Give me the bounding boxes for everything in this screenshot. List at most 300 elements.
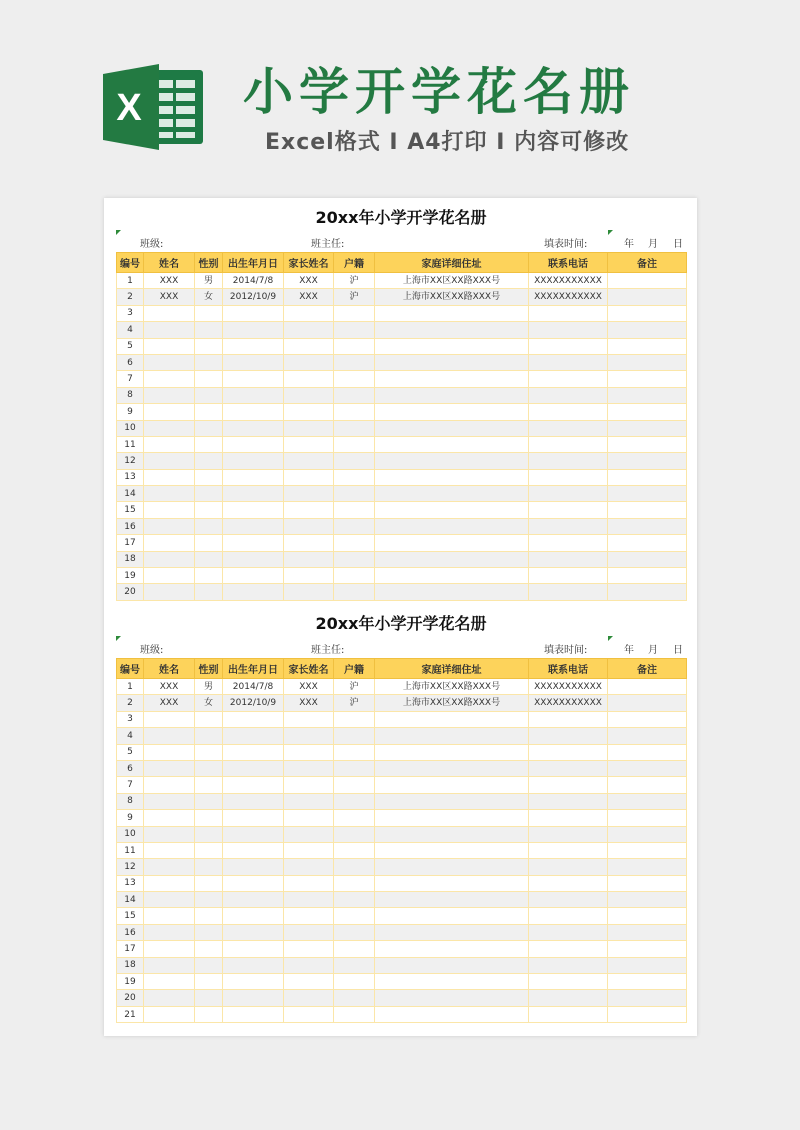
table-cell[interactable] — [144, 338, 195, 354]
table-cell[interactable] — [144, 892, 195, 908]
table-cell[interactable] — [144, 974, 195, 990]
table-cell[interactable]: 17 — [117, 941, 144, 957]
table-cell[interactable] — [223, 453, 284, 469]
table-cell[interactable] — [529, 760, 608, 776]
table-cell[interactable] — [375, 777, 529, 793]
table-cell[interactable]: 沪 — [334, 273, 375, 289]
table-cell[interactable] — [608, 695, 687, 711]
table-cell[interactable] — [144, 551, 195, 567]
table-cell[interactable] — [195, 826, 223, 842]
table-cell[interactable] — [144, 908, 195, 924]
table-cell[interactable] — [284, 387, 334, 403]
table-cell[interactable] — [334, 826, 375, 842]
table-cell[interactable] — [608, 551, 687, 567]
table-cell[interactable] — [375, 469, 529, 485]
table-cell[interactable] — [284, 535, 334, 551]
table-cell[interactable] — [144, 826, 195, 842]
table-cell[interactable] — [223, 711, 284, 727]
table-cell[interactable] — [223, 875, 284, 891]
table-cell[interactable] — [529, 810, 608, 826]
table-cell[interactable]: 3 — [117, 711, 144, 727]
table-cell[interactable] — [375, 518, 529, 534]
table-cell[interactable] — [608, 810, 687, 826]
table-cell[interactable] — [223, 371, 284, 387]
table-cell[interactable]: 4 — [117, 728, 144, 744]
table-cell[interactable]: 13 — [117, 875, 144, 891]
table-cell[interactable] — [608, 957, 687, 973]
table-cell[interactable] — [529, 924, 608, 940]
table-cell[interactable]: 3 — [117, 305, 144, 321]
table-cell[interactable] — [375, 420, 529, 436]
table-cell[interactable] — [223, 354, 284, 370]
table-cell[interactable] — [223, 486, 284, 502]
table-cell[interactable] — [195, 924, 223, 940]
table-cell[interactable] — [195, 551, 223, 567]
table-cell[interactable] — [529, 338, 608, 354]
table-cell[interactable] — [195, 535, 223, 551]
table-cell[interactable]: 2 — [117, 289, 144, 305]
table-cell[interactable]: 上海市XX区XX路XXX号 — [375, 273, 529, 289]
table-cell[interactable] — [284, 892, 334, 908]
table-cell[interactable]: 沪 — [334, 289, 375, 305]
table-cell[interactable] — [608, 924, 687, 940]
table-cell[interactable] — [608, 502, 687, 518]
table-cell[interactable] — [608, 584, 687, 600]
table-cell[interactable] — [284, 322, 334, 338]
table-cell[interactable] — [195, 338, 223, 354]
table-cell[interactable] — [334, 371, 375, 387]
table-cell[interactable] — [195, 908, 223, 924]
table-cell[interactable]: 2012/10/9 — [223, 289, 284, 305]
table-cell[interactable] — [144, 728, 195, 744]
table-cell[interactable] — [223, 469, 284, 485]
table-cell[interactable] — [375, 371, 529, 387]
table-cell[interactable] — [284, 420, 334, 436]
table-cell[interactable] — [144, 875, 195, 891]
table-cell[interactable] — [223, 420, 284, 436]
table-cell[interactable] — [529, 453, 608, 469]
table-cell[interactable] — [334, 744, 375, 760]
table-cell[interactable] — [284, 551, 334, 567]
table-cell[interactable]: XXXXXXXXXXX — [529, 679, 608, 695]
table-cell[interactable] — [144, 469, 195, 485]
table-cell[interactable] — [608, 744, 687, 760]
table-cell[interactable] — [195, 990, 223, 1006]
table-cell[interactable] — [375, 305, 529, 321]
table-cell[interactable] — [284, 354, 334, 370]
table-cell[interactable]: 2012/10/9 — [223, 695, 284, 711]
table-cell[interactable] — [223, 760, 284, 776]
table-cell[interactable] — [608, 273, 687, 289]
table-cell[interactable]: 7 — [117, 777, 144, 793]
table-cell[interactable] — [608, 793, 687, 809]
table-cell[interactable] — [223, 957, 284, 973]
table-cell[interactable]: XXXXXXXXXXX — [529, 695, 608, 711]
table-cell[interactable] — [608, 990, 687, 1006]
table-cell[interactable] — [334, 486, 375, 502]
table-cell[interactable] — [529, 842, 608, 858]
table-cell[interactable]: 17 — [117, 535, 144, 551]
table-cell[interactable] — [334, 453, 375, 469]
table-cell[interactable] — [375, 793, 529, 809]
table-cell[interactable] — [529, 584, 608, 600]
table-cell[interactable] — [195, 322, 223, 338]
table-cell[interactable] — [334, 990, 375, 1006]
table-cell[interactable] — [144, 744, 195, 760]
table-cell[interactable] — [195, 453, 223, 469]
table-cell[interactable] — [144, 387, 195, 403]
table-cell[interactable]: 10 — [117, 826, 144, 842]
table-cell[interactable] — [608, 1006, 687, 1022]
table-cell[interactable] — [529, 728, 608, 744]
table-cell[interactable] — [608, 974, 687, 990]
table-cell[interactable]: XXX — [284, 289, 334, 305]
table-cell[interactable] — [334, 908, 375, 924]
table-cell[interactable] — [284, 568, 334, 584]
table-cell[interactable]: 1 — [117, 273, 144, 289]
table-cell[interactable] — [223, 568, 284, 584]
table-cell[interactable] — [195, 744, 223, 760]
table-cell[interactable]: 男 — [195, 679, 223, 695]
table-cell[interactable]: 女 — [195, 695, 223, 711]
table-cell[interactable] — [284, 502, 334, 518]
table-cell[interactable]: 15 — [117, 502, 144, 518]
table-cell[interactable]: 9 — [117, 404, 144, 420]
table-cell[interactable] — [375, 568, 529, 584]
table-cell[interactable] — [284, 760, 334, 776]
table-cell[interactable] — [284, 941, 334, 957]
table-cell[interactable]: 15 — [117, 908, 144, 924]
table-cell[interactable] — [529, 744, 608, 760]
table-cell[interactable] — [334, 760, 375, 776]
table-cell[interactable] — [195, 892, 223, 908]
table-cell[interactable] — [195, 842, 223, 858]
table-cell[interactable] — [375, 453, 529, 469]
table-cell[interactable] — [144, 354, 195, 370]
table-cell[interactable] — [608, 908, 687, 924]
table-cell[interactable]: 沪 — [334, 679, 375, 695]
table-cell[interactable] — [375, 728, 529, 744]
table-cell[interactable] — [144, 1006, 195, 1022]
table-cell[interactable] — [608, 679, 687, 695]
table-cell[interactable] — [223, 436, 284, 452]
table-cell[interactable]: 20 — [117, 990, 144, 1006]
table-cell[interactable]: XXX — [144, 679, 195, 695]
table-cell[interactable] — [144, 322, 195, 338]
table-cell[interactable] — [375, 826, 529, 842]
table-cell[interactable] — [334, 436, 375, 452]
table-cell[interactable] — [529, 990, 608, 1006]
table-cell[interactable] — [195, 859, 223, 875]
table-cell[interactable] — [195, 957, 223, 973]
table-cell[interactable] — [334, 875, 375, 891]
table-cell[interactable] — [529, 892, 608, 908]
table-cell[interactable] — [375, 535, 529, 551]
table-cell[interactable] — [529, 826, 608, 842]
table-cell[interactable]: 13 — [117, 469, 144, 485]
table-cell[interactable] — [284, 371, 334, 387]
table-cell[interactable] — [223, 322, 284, 338]
table-cell[interactable] — [375, 1006, 529, 1022]
table-cell[interactable] — [334, 535, 375, 551]
table-cell[interactable] — [375, 875, 529, 891]
table-cell[interactable] — [334, 322, 375, 338]
table-cell[interactable] — [195, 1006, 223, 1022]
table-cell[interactable] — [284, 728, 334, 744]
table-cell[interactable] — [529, 518, 608, 534]
table-cell[interactable]: 8 — [117, 793, 144, 809]
table-cell[interactable] — [223, 810, 284, 826]
table-cell[interactable]: XXX — [144, 695, 195, 711]
table-cell[interactable] — [608, 518, 687, 534]
table-cell[interactable] — [375, 584, 529, 600]
table-cell[interactable] — [375, 974, 529, 990]
table-cell[interactable] — [223, 990, 284, 1006]
table-cell[interactable] — [284, 518, 334, 534]
table-cell[interactable] — [223, 974, 284, 990]
table-cell[interactable] — [195, 354, 223, 370]
table-cell[interactable] — [144, 584, 195, 600]
table-cell[interactable] — [608, 568, 687, 584]
table-cell[interactable] — [334, 1006, 375, 1022]
table-cell[interactable]: 9 — [117, 810, 144, 826]
table-cell[interactable] — [334, 777, 375, 793]
table-cell[interactable] — [223, 826, 284, 842]
table-cell[interactable] — [195, 760, 223, 776]
table-cell[interactable] — [608, 875, 687, 891]
table-cell[interactable]: 19 — [117, 974, 144, 990]
table-cell[interactable] — [284, 584, 334, 600]
table-cell[interactable] — [608, 760, 687, 776]
table-cell[interactable] — [334, 338, 375, 354]
table-cell[interactable]: XXX — [144, 273, 195, 289]
table-cell[interactable] — [284, 957, 334, 973]
table-cell[interactable] — [195, 469, 223, 485]
table-cell[interactable]: 5 — [117, 338, 144, 354]
table-cell[interactable] — [144, 436, 195, 452]
table-cell[interactable] — [144, 420, 195, 436]
table-cell[interactable] — [195, 974, 223, 990]
table-cell[interactable] — [529, 974, 608, 990]
table-cell[interactable] — [608, 535, 687, 551]
table-cell[interactable] — [529, 486, 608, 502]
table-cell[interactable] — [529, 711, 608, 727]
table-cell[interactable] — [608, 354, 687, 370]
table-cell[interactable] — [608, 826, 687, 842]
table-cell[interactable] — [223, 892, 284, 908]
table-cell[interactable] — [608, 305, 687, 321]
table-cell[interactable] — [223, 518, 284, 534]
table-cell[interactable]: 12 — [117, 453, 144, 469]
table-cell[interactable] — [195, 728, 223, 744]
table-cell[interactable] — [284, 1006, 334, 1022]
table-cell[interactable] — [144, 842, 195, 858]
table-cell[interactable] — [284, 486, 334, 502]
table-cell[interactable] — [375, 908, 529, 924]
table-cell[interactable] — [334, 518, 375, 534]
table-cell[interactable] — [529, 908, 608, 924]
table-cell[interactable] — [529, 957, 608, 973]
table-cell[interactable] — [529, 420, 608, 436]
table-cell[interactable] — [375, 486, 529, 502]
table-cell[interactable] — [144, 711, 195, 727]
table-cell[interactable] — [195, 568, 223, 584]
table-cell[interactable] — [144, 810, 195, 826]
table-cell[interactable] — [375, 859, 529, 875]
table-cell[interactable]: 14 — [117, 486, 144, 502]
table-cell[interactable] — [529, 551, 608, 567]
table-cell[interactable]: 21 — [117, 1006, 144, 1022]
table-cell[interactable]: XXX — [284, 273, 334, 289]
table-cell[interactable] — [284, 711, 334, 727]
table-cell[interactable] — [529, 305, 608, 321]
table-cell[interactable]: 11 — [117, 436, 144, 452]
table-cell[interactable] — [144, 924, 195, 940]
table-cell[interactable] — [334, 957, 375, 973]
table-cell[interactable] — [334, 305, 375, 321]
table-cell[interactable] — [195, 941, 223, 957]
table-cell[interactable] — [608, 711, 687, 727]
table-cell[interactable] — [608, 338, 687, 354]
table-cell[interactable] — [375, 842, 529, 858]
table-cell[interactable]: XXXXXXXXXXX — [529, 289, 608, 305]
table-cell[interactable] — [195, 711, 223, 727]
table-cell[interactable] — [144, 941, 195, 957]
table-cell[interactable] — [195, 305, 223, 321]
table-cell[interactable] — [284, 793, 334, 809]
table-cell[interactable] — [195, 502, 223, 518]
table-cell[interactable] — [195, 420, 223, 436]
table-cell[interactable] — [375, 744, 529, 760]
table-cell[interactable] — [144, 371, 195, 387]
table-cell[interactable]: 上海市XX区XX路XXX号 — [375, 289, 529, 305]
table-cell[interactable] — [144, 535, 195, 551]
table-cell[interactable]: 16 — [117, 518, 144, 534]
table-cell[interactable] — [334, 941, 375, 957]
table-cell[interactable] — [529, 436, 608, 452]
table-cell[interactable] — [284, 436, 334, 452]
table-cell[interactable] — [284, 338, 334, 354]
table-cell[interactable] — [144, 305, 195, 321]
table-cell[interactable] — [334, 842, 375, 858]
table-cell[interactable] — [284, 404, 334, 420]
table-cell[interactable] — [608, 486, 687, 502]
table-cell[interactable] — [375, 502, 529, 518]
table-cell[interactable] — [375, 404, 529, 420]
table-cell[interactable] — [608, 387, 687, 403]
table-cell[interactable] — [375, 990, 529, 1006]
table-cell[interactable] — [195, 404, 223, 420]
table-cell[interactable]: 20 — [117, 584, 144, 600]
table-cell[interactable] — [529, 568, 608, 584]
table-cell[interactable] — [334, 974, 375, 990]
table-cell[interactable] — [195, 371, 223, 387]
table-cell[interactable]: 14 — [117, 892, 144, 908]
table-cell[interactable]: 12 — [117, 859, 144, 875]
table-cell[interactable] — [223, 744, 284, 760]
table-cell[interactable] — [144, 777, 195, 793]
table-cell[interactable] — [608, 371, 687, 387]
table-cell[interactable] — [223, 924, 284, 940]
table-cell[interactable] — [334, 387, 375, 403]
table-cell[interactable] — [334, 469, 375, 485]
table-cell[interactable] — [608, 777, 687, 793]
table-cell[interactable]: XXX — [284, 679, 334, 695]
table-cell[interactable]: 8 — [117, 387, 144, 403]
table-cell[interactable] — [529, 535, 608, 551]
table-cell[interactable] — [223, 387, 284, 403]
table-cell[interactable] — [195, 436, 223, 452]
table-cell[interactable] — [375, 941, 529, 957]
table-cell[interactable] — [608, 436, 687, 452]
table-cell[interactable] — [284, 990, 334, 1006]
table-cell[interactable] — [284, 908, 334, 924]
table-cell[interactable] — [608, 289, 687, 305]
table-cell[interactable] — [223, 584, 284, 600]
table-cell[interactable] — [375, 338, 529, 354]
table-cell[interactable] — [334, 420, 375, 436]
table-cell[interactable] — [334, 892, 375, 908]
table-cell[interactable]: 19 — [117, 568, 144, 584]
table-cell[interactable] — [284, 974, 334, 990]
table-cell[interactable] — [144, 957, 195, 973]
table-cell[interactable] — [375, 436, 529, 452]
table-cell[interactable]: 6 — [117, 354, 144, 370]
table-cell[interactable] — [195, 486, 223, 502]
table-cell[interactable]: 2 — [117, 695, 144, 711]
table-cell[interactable]: 18 — [117, 957, 144, 973]
table-cell[interactable] — [529, 793, 608, 809]
table-cell[interactable] — [529, 1006, 608, 1022]
table-cell[interactable]: XXX — [284, 695, 334, 711]
table-cell[interactable] — [334, 711, 375, 727]
table-cell[interactable] — [195, 584, 223, 600]
table-cell[interactable]: 1 — [117, 679, 144, 695]
table-cell[interactable]: 11 — [117, 842, 144, 858]
table-cell[interactable] — [334, 924, 375, 940]
table-cell[interactable] — [529, 859, 608, 875]
table-cell[interactable] — [375, 711, 529, 727]
table-cell[interactable] — [195, 518, 223, 534]
table-cell[interactable] — [195, 777, 223, 793]
table-cell[interactable] — [334, 584, 375, 600]
table-cell[interactable] — [284, 842, 334, 858]
table-cell[interactable] — [144, 518, 195, 534]
table-cell[interactable] — [529, 354, 608, 370]
table-cell[interactable] — [529, 941, 608, 957]
table-cell[interactable] — [144, 990, 195, 1006]
table-cell[interactable] — [223, 404, 284, 420]
table-cell[interactable] — [608, 892, 687, 908]
table-cell[interactable] — [529, 502, 608, 518]
table-cell[interactable] — [144, 760, 195, 776]
table-cell[interactable] — [334, 354, 375, 370]
table-cell[interactable] — [529, 469, 608, 485]
table-cell[interactable]: 16 — [117, 924, 144, 940]
table-cell[interactable]: 2014/7/8 — [223, 273, 284, 289]
table-cell[interactable] — [195, 387, 223, 403]
table-cell[interactable] — [223, 535, 284, 551]
table-cell[interactable] — [334, 728, 375, 744]
table-cell[interactable] — [529, 875, 608, 891]
table-cell[interactable]: XXX — [144, 289, 195, 305]
table-cell[interactable] — [223, 305, 284, 321]
table-cell[interactable] — [608, 859, 687, 875]
table-cell[interactable] — [608, 453, 687, 469]
table-cell[interactable] — [284, 777, 334, 793]
table-cell[interactable] — [608, 842, 687, 858]
table-cell[interactable] — [529, 322, 608, 338]
